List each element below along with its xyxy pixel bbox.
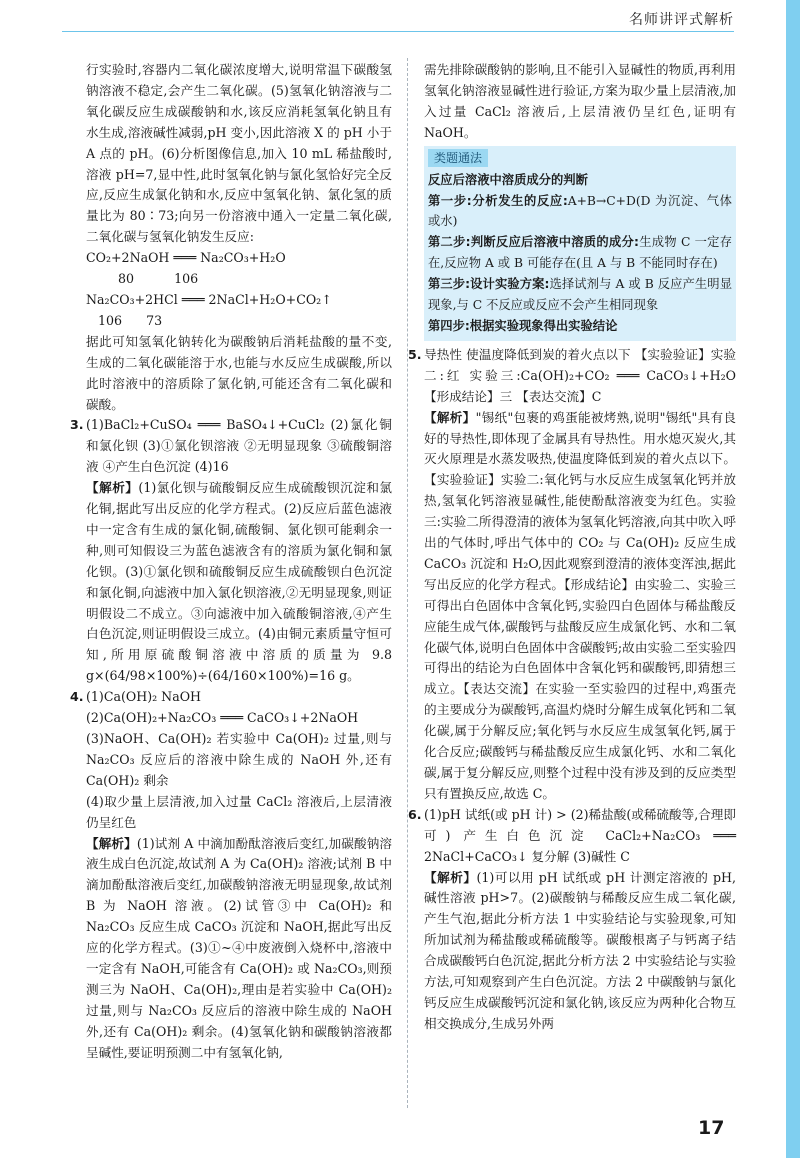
step-text: A+B→C+D(D 为沉淀、气体或水) [428,193,732,229]
method-box-title: 类题通法 [428,149,488,167]
right-column [408,60,736,1035]
analysis-text: (1)可以用 pH 试纸或 pH 计测定溶液的 pH,碱性溶液 pH>7。(2)碳酸钠与稀酸反应生成二氧化碳,产生气泡,据此分析方法 1 中实验结论与实验现象,可知所加试剂为稀盐酸或稀硫酸等。碳酸根离子与钙离子结合成碳酸钙白色沉淀,据此分析方法 2 中实验结论与实验方法,可知观察到产生白色沉淀。方法 2 中碳酸钠与氯化钙反应生成碳酸钙沉淀和氯化钠,该反应为两种化合物互相交换成分,生成另外两 [424,869,736,1031]
answer-text: (1)BaCl₂+CuSO₄ ═══ BaSO₄↓+CuCl₂ (2)氯化铜和氯化钡 (3)①氯化钡溶液 ②无明显现象 ③硫酸铜溶液 ④产生白色沉淀 (4)16 [86,417,392,475]
step-label: 第四步:根据实验现象得出实验结论 [428,318,618,333]
paragraph: 需先排除碳酸钠的影响,且不能引入显碱性的物质,再利用氢氧化钠溶液显碱性进行验证,方案为取少量上层清液,加入过量 CaCl₂ 溶液后,上层清液仍呈红色,证明有 NaOH。 [424,62,736,140]
step-text: 选择试剂与 A 或 B 反应产生明显现象,与 C 不反应或反应不会产生相同现象 [428,277,732,313]
question-6 [408,805,736,1035]
question-number: 3. [70,417,84,433]
answer-line: (4)取少量上层清液,加入过量 CaCl₂ 溶液后,上层清液仍呈红色 [86,793,392,830]
question-3 [70,415,393,687]
question-4 [70,687,392,1063]
question-5 [408,345,736,805]
page-number: 17 [698,1117,725,1139]
step-label: 第三步:设计实验方案: [428,277,550,292]
header-rule [62,31,734,32]
column-divider [407,58,408,1108]
paragraph: 据此可知氢氧化钠转化为碳酸钠后消耗盐酸的量不变,生成的二氧化碳能溶于水,也能与水反应生成碳酸,所以此时溶液中的溶质除了氯化钠,可能还含有二氧化碳和碳酸。 [86,333,392,412]
equation-mass: 80 106 [86,271,199,287]
analysis-label: 【解析】 [424,409,476,425]
step-label: 第二步:判断反应后溶液中溶质的成分: [428,235,639,250]
analysis-text: (1)试剂 A 中滴加酚酞溶液后变红,加碳酸钠溶液生成白色沉淀,故试剂 A 为 Ca(OH)₂ 溶液;试剂 B 中滴加酚酞溶液后变红,加碳酸钠溶液无明显现象,故试剂 B 为 NaOH 溶液。(2)试管③中 Ca(OH)₂ 和 Na₂CO₃ 反应生成 CaCO₃ 沉淀和 NaOH,据此写出反应的化学方程式。(3)①~④中废液倒入烧杯中,溶液中一定含有 NaOH,可能含有 Ca(OH)₂ 或 Na₂CO₃,则预测三为 NaOH、Ca(OH)₂,理由是若实验中 Ca(OH)₂ 过量,则与 Na₂CO₃ 反应后的溶液中除生成的 NaOH 外,还有 Ca(OH)₂ 剩余。(4)氢氧化钠和碳酸钠溶液都呈碱性,要证明预测二中有氢氧化钠, [86,835,392,1060]
answer-line: (2)Ca(OH)₂+Na₂CO₃ ═══ CaCO₃↓+2NaOH [86,710,359,726]
equation: Na₂CO₃+2HCl ═══ 2NaCl+H₂O+CO₂↑ [86,291,332,307]
answer-line: (1)Ca(OH)₂ NaOH [86,689,202,705]
question-number: 6. [408,806,422,822]
step-label: 第一步:分析发生的反应: [428,193,568,208]
equation-mass: 106 73 [86,312,163,328]
answer-text: (1)pH 试纸(或 pH 计) > (2)稀盐酸(或稀硫酸等,合理即可) 产生白色沉淀 CaCl₂+Na₂CO₃ ═══ 2NaCl+CaCO₃↓ 复分解 (3)碱性 C [424,806,736,864]
answer-text: 导热性 使温度降低到炭的着火点以下 【实验验证】实验二:红 实验三:Ca(OH)₂+CO₂ ═══ CaCO₃↓+H₂O 【形成结论】三 【表达交流】C [424,346,736,404]
method-box [424,146,736,341]
step-text: 生成物 C 一定存在,反应物 A 或 B 可能存在(且 A 与 B 不能同时存在) [428,235,732,271]
analysis-label: 【解析】 [86,835,137,851]
analysis-text: (1)氯化钡与硫酸铜反应生成硫酸钡沉淀和氯化铜,据此写出反应的化学方程式。(2)反应后蓝色滤液中一定含有生成的氯化铜,硫酸铜、氯化钡可能剩余一种,则可知假设三为蓝色滤液含有的溶质为氯化铜和氯化钡。(3)①氯化钡和硫酸铜反应生成硫酸钡白色沉淀和氯化铜,向滤液中加入氯化钡溶液,②无明显现象,则证明假设二不成立。③向滤液中加入硫酸铜溶液,④产生白色沉淀,则证明假设三成立。(4)由铜元素质量守恒可知,所用原硫酸铜溶液中溶质的质量为 9.8 g×(64/98×100%)÷(64/160×100%)=16 g。 [86,480,393,684]
equation: CO₂+2NaOH ═══ Na₂CO₃+H₂O [86,250,286,266]
analysis-label: 【解析】 [86,480,139,496]
paragraph: 行实验时,容器内二氧化碳浓度增大,说明常温下碳酸氢钠溶液不稳定,会产生二氧化碳。(5)氢氧化钠溶液与二氧化碳反应生成碳酸钠和水,该反应消耗氢氧化钠且有水生成,溶液碱性减弱,pH 变小,因此溶液 X 的 pH 小于 A 点的 pH。(6)分析图像信息,加入 10 mL 稀盐酸时,溶液 pH=7,显中性,此时氢氧化钠与氯化氢恰好完全反应,反应生成氯化钠和水,反应中氢氧化钠、氯化氢的质量比为 80∶73;向另一份溶液中通入一定量二氧化碳,二氧化碳与氢氧化钠发生反应: [86,62,392,245]
method-box-heading: 反应后溶液中溶质成分的判断 [428,172,588,187]
page-header [0,0,786,30]
left-column [70,60,393,1064]
question-number: 4. [70,689,84,705]
header-title: 名师讲评式解析 [629,12,734,28]
analysis-text: "锡纸"包裹的鸡蛋能被烤熟,说明"锡纸"具有良好的导热性,即体现了金属具有导热性。用水熄灭炭火,其灭火原理是水蒸发吸热,使温度降低到炭的着火点以下。【实验验证】实验二:氧化钙与水反应生成氢氧化钙并放热,氢氧化钙溶液显碱性,能使酚酞溶液变为红色。实验三:实验二所得澄清的液体为氢氧化钙溶液,向其中吹入呼出的气体时,呼出气体中的 CO₂ 与 Ca(OH)₂ 反应生成 CaCO₃ 沉淀和 H₂O,因此观察到澄清的液体变浑浊,据此写出反应的化学方程式。【形成结论】由实验二、实验三可得出白色固体中含氧化钙,实验四白色固体与稀盐酸反应能生成气体,碳酸钙与盐酸反应生成氯化钙、水和二氧化碳气体,说明白色固体中含碳酸钙;故由实验二至实验四可得出的结论为白色固体中含氧化钙和碳酸钙,即猜想三成立。【表达交流】在实验一至实验四的过程中,鸡蛋壳的主要成分为碳酸钙,高温灼烧时分解生成氧化钙和二氧化碳,属于分解反应;氧化钙与水反应生成氢氧化钙,属于化合反应;碳酸钙与稀盐酸反应生成氯化钙、水和二氧化碳,属于复分解反应,则整个过程中没有涉及到的反应类型只有置换反应,故选 C。 [424,409,736,801]
question-number: 5. [408,346,422,362]
analysis-label: 【解析】 [424,869,477,885]
answer-line: (3)NaOH、Ca(OH)₂ 若实验中 Ca(OH)₂ 过量,则与 Na₂CO₃ 反应后的溶液中除生成的 NaOH 外,还有 Ca(OH)₂ 剩余 [86,731,392,788]
page-edge-strip [786,0,800,1158]
